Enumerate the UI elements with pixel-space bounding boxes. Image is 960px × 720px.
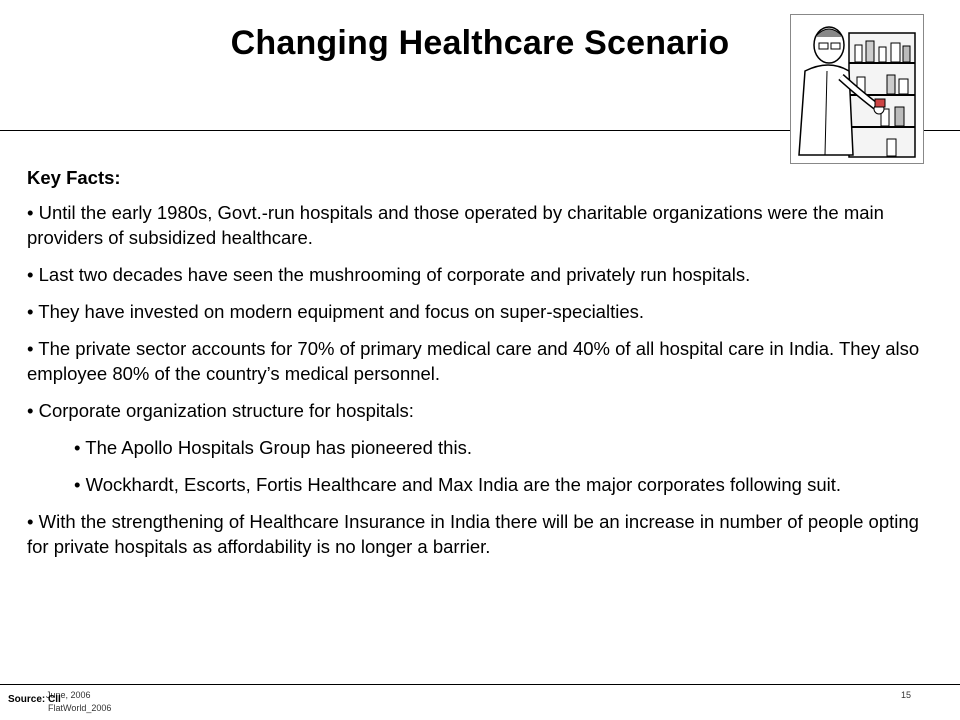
bullet-item: • Until the early 1980s, Govt.-run hospitals and those operated by charitable organizations were the main providers of subsidized healthcare. [27, 202, 884, 248]
footer-date: June, 2006 [46, 690, 91, 700]
bullet-item: • They have invested on modern equipment and focus on super-specialties. [27, 301, 645, 322]
bullet-item: • Last two decades have seen the mushrooming of corporate and privately run hospitals. [27, 264, 751, 285]
slide-body [27, 165, 942, 571]
bullet-item: • Corporate organization structure for hospitals: [27, 400, 414, 421]
bullet-item: • With the strengthening of Healthcare Insurance in India there will be an increase in number of people opting for private hospitals as affordability is no longer a barrier. [27, 511, 919, 557]
pharmacist-icon [791, 15, 923, 163]
footer-source: Source: CII [8, 694, 61, 705]
slide-title: Changing Healthcare Scenario [230, 24, 730, 62]
sub-bullet-item: • The Apollo Hospitals Group has pioneered this. [74, 437, 472, 458]
sub-bullet-item: • Wockhardt, Escorts, Fortis Healthcare and Max India are the major corporates following suit. [74, 474, 842, 495]
pharmacist-illustration [790, 14, 924, 164]
footer-divider [0, 684, 960, 685]
page-number: 15 [901, 690, 912, 700]
key-facts-heading: Key Facts: [27, 167, 121, 188]
bullet-item: • The private sector accounts for 70% of primary medical care and 40% of all hospital care in India. They also employee 80% of the country’s medical personnel. [27, 338, 920, 384]
footer-org: FlatWorld_2006 [48, 703, 112, 713]
